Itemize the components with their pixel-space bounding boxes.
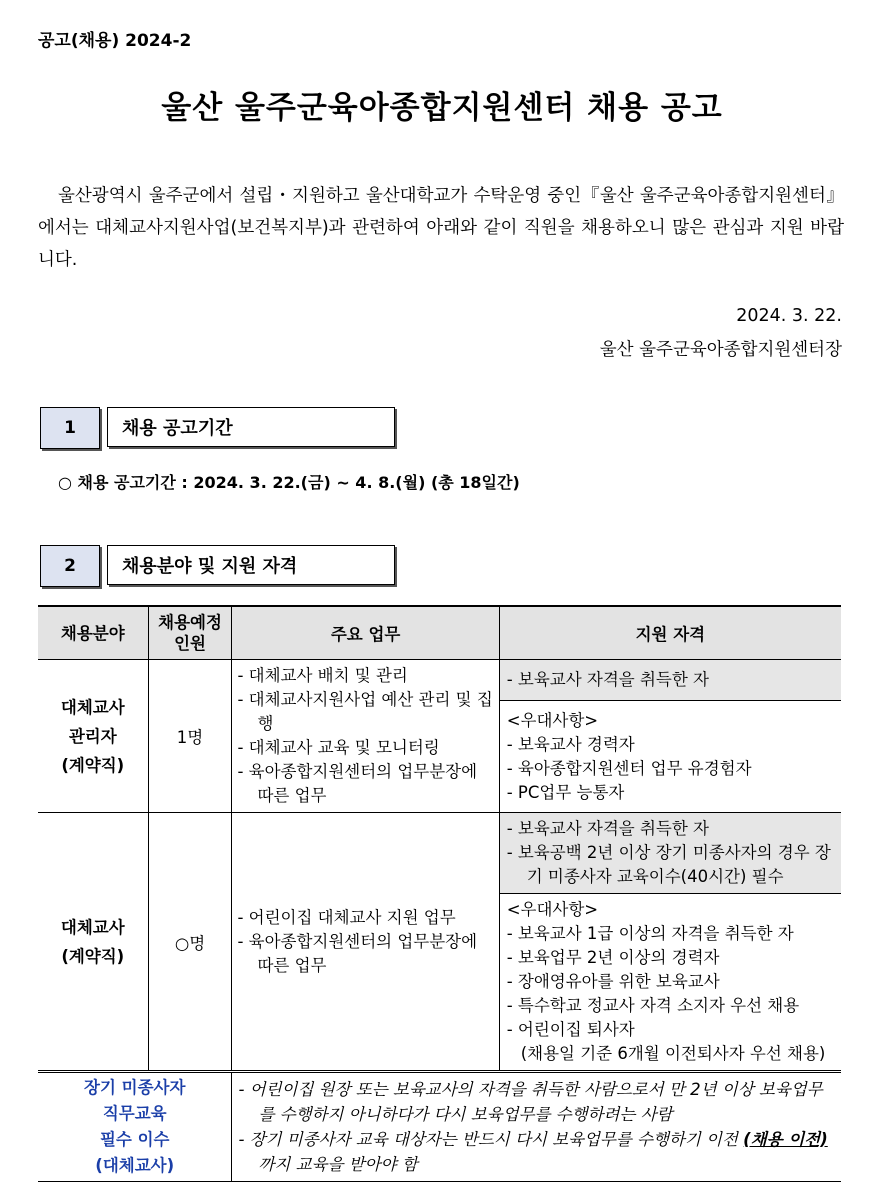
table-row: [38, 660, 841, 701]
list-item: - 보육교사 1급 이상의 자격을 취득한 자: [506, 924, 794, 943]
requirement-label-line: 필수 이수: [99, 1130, 170, 1149]
header-count-line2: 인원: [174, 634, 206, 653]
header-count: [148, 606, 232, 660]
duties-cell: [232, 813, 499, 1072]
requirement-row: [38, 1072, 841, 1182]
requirement-label-line: 장기 미종사자: [84, 1078, 186, 1097]
list-item: - 어린이집 퇴사자: [506, 1020, 635, 1039]
table-header-row: [38, 606, 841, 660]
section-2-title: 채용분야 및 지원 자격: [107, 545, 395, 585]
field-cell: [38, 813, 148, 1072]
intro-paragraph: [38, 180, 844, 276]
list-item: - 보육공백 2년 이상 장기 미종사자의 경우 장기 미종사자 교육이수(40시간) 필수: [506, 843, 831, 886]
list-item: - 대체교사지원사업 예산 관리 및 집행: [237, 690, 493, 733]
required-qualification-cell: [499, 660, 841, 701]
preferred-title: <우대사항>: [506, 710, 599, 730]
preferred-title: <우대사항>: [506, 900, 599, 919]
list-item: - PC업무 능통자: [506, 782, 625, 802]
field-line: 대체교사: [60, 917, 125, 937]
section-2-number: 2: [40, 545, 100, 587]
list-item: - 육아종합지원센터의 업무분장에 따른 업무: [237, 762, 478, 805]
list-item: - 장애영유아를 위한 보육교사: [506, 972, 720, 991]
header-qualification: 지원 자격: [499, 606, 841, 660]
requirement-emphasis: (채용 이전): [743, 1130, 828, 1149]
requirement-line2-prefix: - 장기 미종사자 교육 대상자는 반드시 다시 보육업무를 수행하기 이전: [238, 1130, 744, 1149]
list-item: - 대체교사 배치 및 관리: [237, 666, 408, 685]
preferred-qualification-cell: [499, 701, 841, 813]
notice-date: 2024. 3. 22.: [736, 306, 842, 326]
field-line: 대체교사: [60, 697, 125, 717]
header-count-line1: 채용예정: [158, 613, 222, 632]
required-qualification-cell: [499, 813, 841, 894]
duties-list: [233, 903, 497, 981]
recruitment-table: [38, 605, 841, 1182]
field-line: 관리자: [68, 726, 117, 746]
list-item: - 보육업무 2년 이상의 경력자: [506, 948, 720, 967]
posting-period: ○ 채용 공고기간 : 2024. 3. 22.(금) ~ 4. 8.(월) (총 18일간): [58, 473, 520, 492]
list-item: - 육아종합지원센터의 업무분장에 따른 업무: [237, 931, 478, 975]
requirement-line: [238, 1127, 835, 1177]
page-title: 울산 울주군육아종합지원센터 채용 공고: [161, 90, 723, 126]
field-line: (계약직): [61, 946, 125, 966]
section-1-number: 1: [40, 407, 100, 449]
requirement-label: [38, 1072, 232, 1182]
requirement-line2-suffix: 까지 교육을 받아야 함: [258, 1155, 418, 1174]
requirement-label-line: (대체교사): [95, 1156, 175, 1175]
list-item: - 보육교사 자격을 취득한 자: [506, 670, 709, 689]
table-row: [38, 813, 841, 894]
list-item: - 대체교사 교육 및 모니터링: [237, 738, 440, 757]
section-1-title: 채용 공고기간: [107, 407, 395, 447]
notice-signer: 울산 울주군육아종합지원센터장: [599, 340, 842, 360]
list-item: - 보육교사 자격을 취득한 자: [506, 819, 709, 838]
list-item: - 특수학교 정교사 자격 소지자 우선 채용: [506, 996, 800, 1015]
list-item: - 육아종합지원센터 업무 유경험자: [506, 758, 752, 778]
count-cell: 1명: [148, 660, 232, 813]
field-line: (계약직): [61, 755, 125, 775]
requirement-line: - 어린이집 원장 또는 보육교사의 자격을 취득한 사람으로서 만 2년 이상 보육업무를 수행하지 아니하다가 다시 보육업무를 수행하려는 사람: [238, 1080, 823, 1124]
list-item: - 어린이집 대체교사 지원 업무: [237, 907, 456, 927]
duties-list: [233, 661, 497, 811]
intro-text: 울산광역시 울주군에서 설립・지원하고 울산대학교가 수탁운영 중인『울산 울주군육아종합지원센터』에서는 대체교사지원사업(보건복지부)과 관련하여 아래와 같이 직원을 채용하오니 많은 관심과 지원 바랍니다.: [38, 186, 844, 270]
requirement-label-line: 직무교육: [102, 1104, 167, 1123]
duties-cell: [232, 660, 499, 813]
requirement-text: [232, 1072, 841, 1182]
header-field: 채용분야: [38, 606, 148, 660]
preferred-qualification-cell: [499, 894, 841, 1072]
preferred-note: (채용일 기준 6개월 이전퇴사자 우선 채용): [520, 1044, 826, 1063]
header-duties: 주요 업무: [232, 606, 499, 660]
count-cell: ○명: [148, 813, 232, 1072]
notice-number: 공고(채용) 2024-2: [38, 31, 192, 51]
field-cell: [38, 660, 148, 813]
list-item: - 보육교사 경력자: [506, 734, 635, 754]
